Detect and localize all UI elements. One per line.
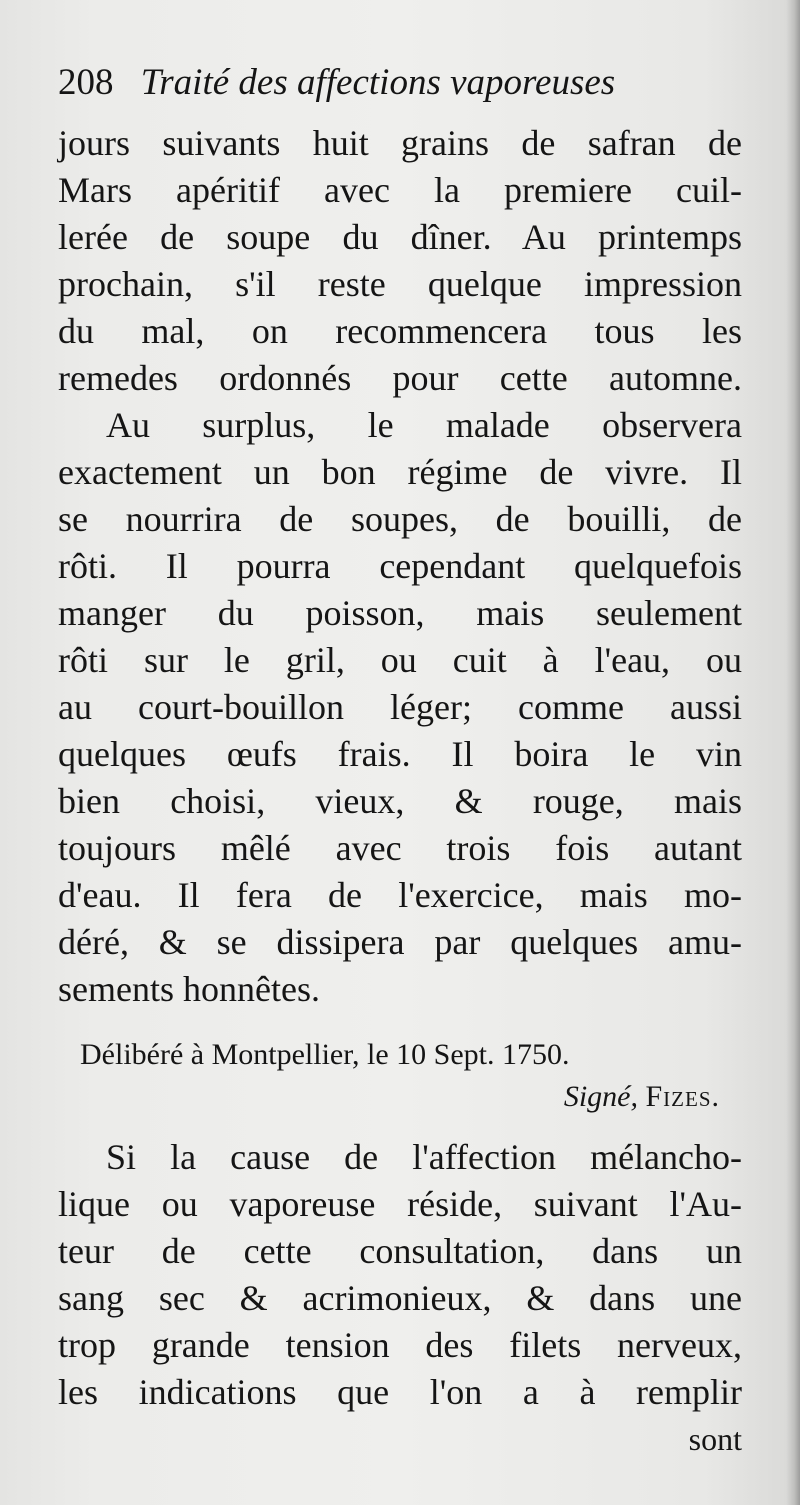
text-line: lerée de soupe du dîner. Au printemps [58, 217, 742, 257]
text-line: remedes ordonnés pour cette automne. [58, 358, 742, 398]
running-title: Traité des affections vaporeuses [140, 62, 616, 103]
signature-prefix: Signé, [563, 1080, 638, 1113]
text-line: lique ou vaporeuse réside, suivant l'Au- [58, 1184, 742, 1224]
page-edge-shadow [786, 0, 800, 1505]
catchword: sont [688, 1421, 742, 1457]
text-line: les indications que l'on a à remplir [58, 1372, 742, 1412]
text-line: toujours mêlé avec trois fois autant [58, 828, 742, 868]
text-line: Au surplus, le malade observera [106, 405, 742, 445]
text-line: déré, & se dissipera par quelques amu- [58, 922, 742, 962]
text-line: Mars apéritif avec la premiere cuil- [58, 170, 742, 210]
text-line: jours suivants huit grains de safran de [58, 123, 742, 163]
text-line: rôti sur le gril, ou cuit à l'eau, ou [58, 640, 742, 680]
signature-name: Fizes. [645, 1080, 720, 1113]
text-line: d'eau. Il fera de l'exercice, mais mo- [58, 875, 742, 915]
dateline: Délibéré à Montpellier, le 10 Sept. 1750. [80, 1038, 570, 1071]
text-line: du mal, on recommencera tous les [58, 311, 742, 351]
text-line: se nourrira de soupes, de bouilli, de [58, 499, 742, 539]
text-line: teur de cette consultation, dans un [58, 1231, 742, 1271]
text-line: rôti. Il pourra cependant quelquefois [58, 546, 742, 586]
text-line: au court-bouillon léger; comme aussi [58, 687, 742, 727]
page-number: 208 [58, 62, 114, 103]
text-line: sang sec & acrimonieux, & dans une [58, 1278, 742, 1318]
text-line: sements honnêtes. [58, 969, 320, 1009]
text-line: prochain, s'il reste quelque impression [58, 264, 742, 304]
text-line: manger du poisson, mais seulement [58, 593, 742, 633]
text-line: quelques œufs frais. Il boira le vin [58, 734, 742, 774]
text-line: Si la cause de l'affection mélancho- [106, 1137, 742, 1177]
page-header [58, 58, 748, 108]
text-line: trop grande tension des filets nerveux, [58, 1325, 742, 1365]
text-line: exactement un bon régime de vivre. Il [58, 452, 742, 492]
text-line: bien choisi, vieux, & rouge, mais [58, 781, 742, 821]
signature [380, 1076, 720, 1118]
